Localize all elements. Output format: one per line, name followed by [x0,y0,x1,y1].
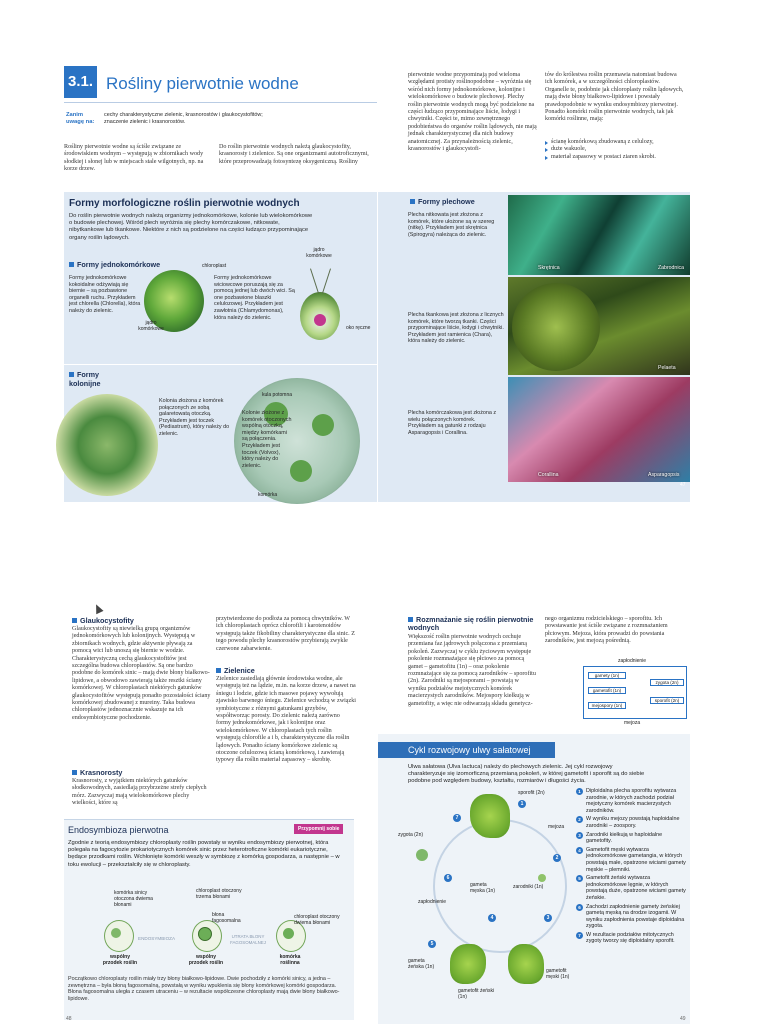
chapter-rule [64,102,377,103]
step-item: 4 Gametofit męski wytwarza jednokomórkowe gametangia, w których powstają małe, opatrzone wiciami gamety męskie – plemniki. [576,847,686,873]
step-num: 6 [576,904,583,911]
feature-item: ścianę komórkową zbudowaną z celulozy, [545,139,685,146]
side-point: cechy charakterystyczne zielenic, krasnorostów i glaukocystofitów; [104,112,263,118]
cycle-ring [433,819,567,953]
label-komorka: komórka [258,492,278,498]
panel-intro: Do roślin pierwotnie wodnych należą organizmy jednokomórkowe, kolonie lub wielokomórkowe o budowie plechowej. Wśród plech wyróżnia się plechy komórczakowe, nitkowate, nibytkankowe lub tkankowe. Niektóre z nich są podzielone na części łudząco przypominające organy roślin lądowych. [69,213,313,241]
diagram-mejoza: mejoza [624,720,641,726]
label-utrata: UTRATA BŁONY FAGOSOMALNEJ [230,934,266,945]
cycle-step-1: 1 [518,800,526,808]
chapter-title: Rośliny pierwotnie wodne [106,74,299,93]
right-col2: tów do królestwa roślin przemawia natomiast budowa ich komórek, a w szczególności chloroplastów. Organelle te, podobnie jak chloroplasty roślin lądowych, mają dwie błony białkowo-lipidowe i powstały prawdopodobnie w wyniku endosymbiozy pierwotnej. Ponadto komórki roślin pierwotnie wodnych, tak jak komórki roślinne, mają: [545,72,684,123]
page-number: 48 [66,1016,72,1022]
section-plechowe: Formy plechowe [410,197,475,206]
label-endo: ENDOSYMBIOZA [138,936,176,941]
rozm-text2: nego organizmu rodzicielskiego – sporofitu. Ich powstawanie jest ściśle związane z rozmnażaniem płciowym. Mejoza, która prowadzi do powstania zarodników, jest mejozą pośrednią. [545,616,668,645]
colony-divider [64,364,377,365]
endosymbiosis-box [64,819,354,1020]
tkankowa-text: Plecha tkankowa jest złożona z licznych komórek, które tworzą tkanki. Części przypominające liście, łodygi i chwytniki. Przykładem jest ramienica (Chara), która należy do zielenic. [408,312,504,345]
label-jadro-komorkowe: jądro komórkowe [138,320,164,332]
page-top-left [64,62,377,502]
photo-coralline [508,377,690,482]
feature-item: duże wakuole, [545,146,685,153]
male-gametophyte [508,944,544,984]
right-col1: pierwotnie wodne przypominają pod wieloma względami protisty roślinopodobne – wyróżnia się wśród nich formy jednokomórkowe, kolonijne i wielokomórkowe o budowie plechowej. Plechy roślin pierwotnie wodnych mogą być podzielone na części łudząco przypominające liście, łodygi i chwytniki. Części te, mimo zewnętrznego podobieństwa do organów roślin lądowych, nie mają jednak charakterystycznej dla nich budowy anatomicznej. Za przynależnością zielenic, krasnorostów i glaukocystofi- [408,72,537,153]
step-num: 2 [576,816,583,823]
jedno-right-text: Formy jednokomórkowe wiciowcowe poruszają się za pomocą jednej lub dwóch wici. Są one pozbawione blaszki celulozowej. Przykładem jest zawłotnia (Chlamydomonas), która należy do zielenic. [214,275,295,321]
cycle-box [378,734,690,1024]
chloroplast-3-membranes [198,927,212,941]
flagella [310,268,319,293]
zoospore [538,874,546,882]
side-label: Zanim uwagę na: [66,112,95,126]
volvox-daughter [312,414,334,436]
label-zabrodnica: Zabrodnica [658,265,684,271]
jedno-left-text: Formy jednokomórkowe kokoidalne odżywiają się biernie – są pozbawione organelli ruchu. Przykładem jest chlorella (Chlorella), która należy do zielenic. [69,275,141,314]
cycle-step-7: 7 [453,814,461,822]
page-bottom-right [378,604,690,1024]
panel-title: Formy morfologiczne roślin pierwotnie wodnych [69,198,300,209]
endo-tag: Przypomnij sobie [294,824,343,834]
section-glaukocystofity: Glaukocystofity [72,616,134,625]
diagram-zaplodnienie: zapłodnienie [618,658,647,664]
step-item: 3 Zarodniki kiełkują w haploidalne gametofity. [576,832,686,845]
plechowe-panel [378,192,690,502]
diagram-sporofit: sporofit (2n) [650,697,684,704]
section-jednokomorkowe: Formy jednokomórkowe [69,260,160,269]
cycle-text: Ulwa sałatowa (Ulva lactuca) należy do plechowych zielenic. Jej cykl rozwojowy charakteryzuje się izomorficzną przemianą pokoleń, w której gametofit i sporofit są do siebie podobne pod względem budowy, kształtu, rozmiarów i długości życia. [408,764,645,785]
flagella [322,268,331,293]
label-przodek1: wspólny przodek roślin [102,954,138,966]
photo-chara [508,277,690,375]
kolonia-right-text: Kolonie złożone z komórek otoczonych wspólną otoczką, między komórkami są połączenia. Przykładem jest toczek (Volvox), który należy do zielenic. [242,410,292,469]
cycle-label-zarodniki: zarodniki (1n) [513,884,544,890]
cycle-step-3: 3 [544,914,552,922]
cyanobacterium [111,928,121,938]
pediastrum-colony [56,394,158,496]
step-item: 7 W rezultacie podziałów mitotycznych zygoty tworzy się diploidalny sporofit. [576,932,686,945]
female-gametophyte [450,944,486,984]
chara-photo-circle [512,283,600,371]
label-oko: oko ręczne [346,325,371,331]
step-num: 4 [576,847,583,854]
cycle-label-gametofit-z: gametofit żeński (1n) [458,988,495,1000]
komorczak-text: Plecha komórczakowa jest złożona z wielu połączonych komórek. Przykładem są gatunki z rodzaju Asparagopsis i Corallina. [408,410,497,436]
nitkowata-text: Plecha nitkowata jest złożona z komórek, które ułożone są w szereg (nitkę). Przykładem jest skrętnica (Spirogyra) należąca do zielenic. [408,212,495,238]
cell-features [545,139,685,161]
intro-col1: Rośliny pierwotnie wodne są ściśle związane ze środowiskiem wodnym – występują w zbiornikach wody słodkiej i słonej lub w miejscach stale wilgotnych, np. na korze drzew. [64,144,204,173]
diagram-zygota: zygota (2n) [650,679,684,686]
cycle-step-5: 5 [428,940,436,948]
section-krasnorosty: Krasnorosty [72,768,122,777]
cycle-step-4: 4 [488,914,496,922]
step-num: 5 [576,875,583,882]
cycle-label-gameta-m: gameta męska (1n) [470,882,496,894]
step-item: 6 Zachodzi zapłodnienie gamety żeńskiej gametą męską na drodze izogamii. W wyniku zapłodnienia powstaje diploidalna zygota. [576,904,686,930]
label-chloro2: chloroplast otoczony dwiema błonami [294,914,340,926]
cycle-step-2: 2 [553,854,561,862]
label-kula: kula potomna [262,392,293,398]
krasno-text: Krasnorosty, z wyjątkiem niektórych gatunków słodkowodnych, zasiedlają przybrzeżne strefy ciepłych mórz. Zazwyczaj mają wielokomórkowe plechy wielkości, które są [72,778,207,807]
endo-text: Zgodnie z teorią endosymbiozy chloroplasty roślin powstały w wyniku endosymbiozy pierwotnej, która polegała na fagocytozie prokariotycznych komórek sinic przez heterotroficzne komórki eukariotyczne, będące przodkami roślin. Wchłonięte komórki weszły w symbiozę z komórką gospodarza, a następnie – w toku ewolucji – przekształciły się w chloroplasty. [68,840,340,868]
label-corallina: Corallina [538,472,559,478]
cycle-label-gameta-z: gameta żeńska (1n) [408,958,435,970]
diagram-bracket [583,666,687,713]
zygote [416,849,428,861]
section-rozmnazanie: Rozmnażanie się roślin pierwotnie wodnych [408,615,534,632]
section-kolonijne: Formy kolonijne [69,370,101,388]
cycle-step-6: 6 [444,874,452,882]
label-pelaeta: Pelaeta [658,365,676,371]
step-num: 7 [576,932,583,939]
step-item: 2 W wyniku mejozy powstają haploidalne zarodniki – zoospory. [576,816,686,829]
step-num: 1 [576,788,583,795]
glauko-text: Glaukocystofity są niewielką grupą organizmów jednokomórkowych lub kolonijnych. Występują w zbiornikach wodnych, gdzie aktywnie pływają za pomocą wici lub unoszą się biernie w wodzie. Charakterystyczną cechą glaukocystofitów jest szczególna budowa chloroplastów. Są one bardzo podobne do komórek sinic – mają dwie błony białkowo-lipidowe, a obwodowo zawierają także resztki ściany komórkowej. W chloroplastach niektórych gatunków glaukocystofitów występują ponadto pozostałości ściany komórkowej zbudowanej z mureiny. Taka budowa chloroplastów jednoznacznie wskazuje na ich endosymbiotyczne pochodzenie. [72,626,211,721]
rozm-text: Większość roślin pierwotnie wodnych cechuje przemiana faz jądrowych połączona z przemianą pokoleń. Zazwyczaj w cyklu życiowym występuje pokolenie rozmnażające się płciowo za pomocą gamet – gametofitu (1n) – oraz pokolenie rozmnażające się za pomocą zarodników – sporofitu (2n). Zarodniki są mejosporami – powstają w wyniku podziałów mejotycznych komórek macierzystych zarodników. Mejospory kiełkują w gametofity, a więc nie odtwarzają składu genetycz- [408,634,536,707]
side-points [104,112,304,125]
page-number: 47 [680,482,686,488]
photo-spirogyra [508,195,690,275]
label-asparagopsis: Asparagopsis [648,472,680,478]
page-bottom-left [64,604,377,1024]
step-item: 5 Gametofit żeński wytwarza jednokomórkowe lęgnie, w których powstają duże, opatrzone wiciami gamety żeńskie. [576,875,686,901]
cycle-label-gametofit-m: gametofit męski (1n) [546,968,570,980]
feature-item: materiał zapasowy w postaci ziaren skrobi. [545,154,685,161]
side-point: znaczenie zielenic i krasnorostów. [104,118,186,125]
cycle-label-zaplod: zapłodnienie [418,899,447,905]
step-item: 1 Diploidalna plecha sporofitu wytwarza zarodnie, w których zachodzi podział mejotyczny komórek macierzystych zarodników. [576,788,686,814]
eyespot [314,314,326,326]
cycle-label-mejoza: mejoza [548,824,565,830]
sporophyte-thallus [470,794,510,838]
label-skretnica: Skrętnica [538,265,560,271]
volvox-daughter [290,460,312,482]
col2-text: przytwierdzone do podłoża za pomocą chwytników. W ich chloroplastach oprócz chlorofili i karotenoidów występują także fikobiliny charakterystyczne dla sinic. Z tego powodu plechy krasnorostów przybierają zwykle czerwone zabarwienie. [216,616,355,652]
intro-col2: Do roślin pierwotnie wodnych należą glaukocystofity, krasnorosty i zielenice. Są one organizmami autotroficznymi, które przeprowadzają fotosyntezę oksygeniczną. Rośliny [219,144,369,165]
ziel-text: Zielenice zasiedlają głównie środowiska wodne, ale występują też na lądzie, m.in. na korze drzew, a nawet na śniegu i lodzie, gdzie ich masowe pojawy wywołują zjawisko barwnego śniegu. Zielenice wchodzą w związki symbiotyczne z różnymi gatunkami grzybów, współtworząc porosty. Do zielenic należą zarówno formy jednokomórkowe, jak i kolonijne oraz wielokomórkowe. W chloroplastach tych roślin występują chlorofile a i b, charakterystyczne dla roślin lądowych. Ponadto ściany komórkowe zielenic są otoczone celulozową ścianą komórkową, i zawierają typowy dla roślin materiał zapasowy – skrobię. [216,676,356,764]
label-komorka-roslinna: komórka roślinna [279,954,301,966]
diagram-mejospory: mejospory (1n) [588,702,626,709]
step-num: 3 [576,832,583,839]
endo-caption: Początkowo chloroplasty roślin miały trzy błony białkowo-lipidowe. Dwie pochodziły z komórki sinicy, a jedna – zewnętrzna – była błoną fagosomalną, powstałą w wyniku wpuklenia się błony komórkowej komórki gospodarza. Błona fagosomalna uległa z czasem utraceniu – w rezultacie współczesne chloroplasty mają dwie błony białkowo-lipidowe. [68,976,340,1002]
cycle-steps [576,788,686,947]
forms-panel [64,192,377,502]
endo-title: Endosymbioza pierwotna [68,825,169,835]
label-chloroplast: chloroplast [202,263,227,269]
section-zielenice: Zielenice [216,666,255,675]
cycle-label-zygota: zygota (2n) [398,832,424,838]
diagram-gametofit: gametofit (1n) [588,687,626,694]
page-top-right [378,62,690,502]
label-chloro3: chloroplast otoczony trzema błonami [196,888,242,900]
cycle-title: Cykl rozwojowy ulwy sałatowej [378,742,555,758]
label-jadro: jądro komórkowe [306,247,332,259]
label-sinica: komórka sinicy otoczona dwiema błonami [114,890,153,908]
label-blona: błona fagosomalna [212,912,241,924]
page-number: 49 [680,1016,686,1022]
diagram-gamety: gamety (1n) [588,672,626,679]
label-przodek2: wspólny przodek roślin [188,954,224,966]
diagram-mejoza-line [583,712,687,719]
chloroplast-2-membranes [283,928,294,939]
cycle-label-sporofit: sporofit (2n) [518,790,545,796]
chapter-number: 3.1. [64,66,97,98]
kolonia-left-text: Kolonia złożona z komórek połączonych ze sobą galaretowatą otoczką. Przykładem jest toczek (Pediastrum), który należy do zielenic. [159,398,230,437]
